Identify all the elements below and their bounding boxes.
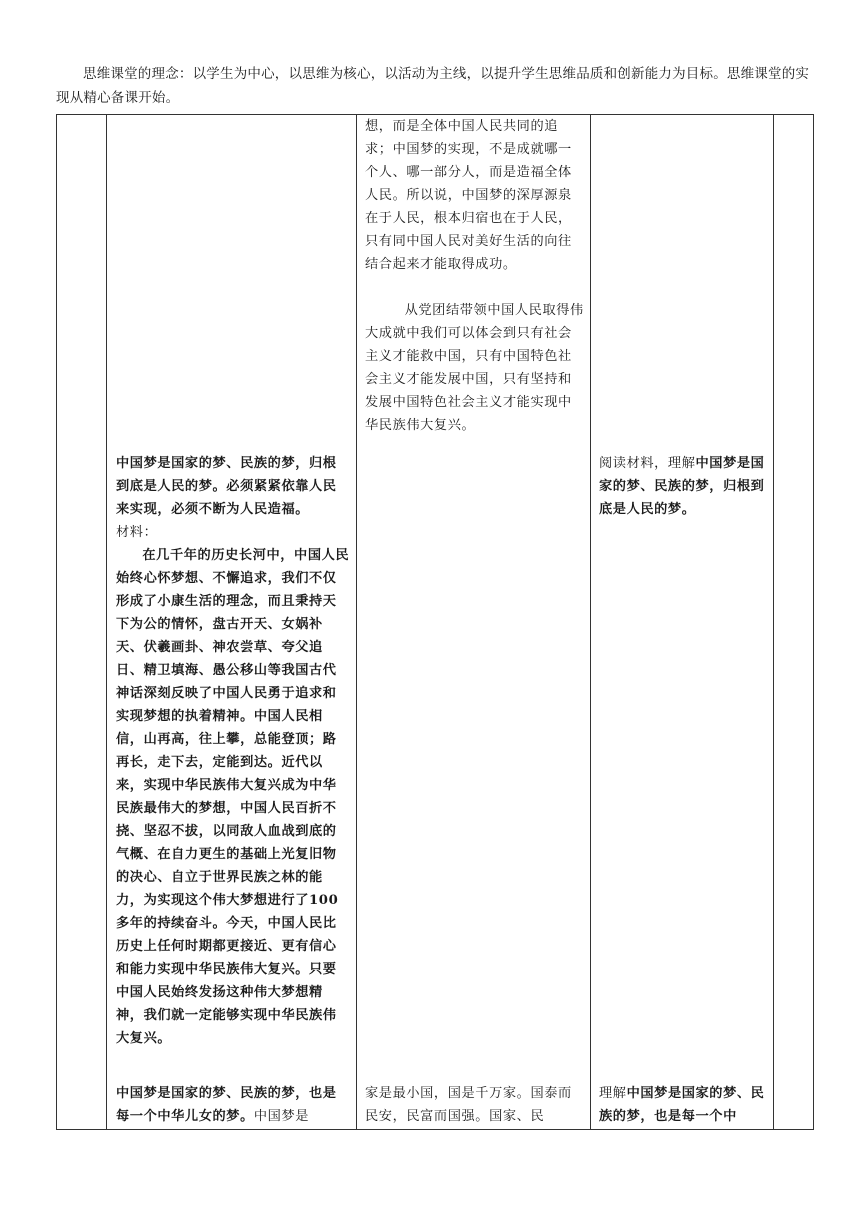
explanation-para-2: 从党团结带领中国人民取得伟大成就中我们可以体会到只有社会主义才能救中国，只有中国特色社会主义才能发展中国，只有坚持和发展中国特色社会主义才能实现中华民族伟大复兴。 xyxy=(365,303,584,433)
explanation-para-3: 家是最小国，国是千万家。国泰而民安，民富而国强。国家、民 xyxy=(365,1086,572,1124)
column-activity xyxy=(591,115,774,1130)
heading-rest-part: 中国梦是 xyxy=(253,1109,310,1124)
activity-2-bold: 中国梦是国家的梦、民族的梦，也是每一个中 xyxy=(599,1086,765,1124)
activity-2-prefix: 理解 xyxy=(599,1086,627,1101)
material-label: 材料： xyxy=(116,525,158,540)
activity-1-bold: 中国梦是国家的梦、民族的梦，归根到底是人民的梦。 xyxy=(599,456,765,517)
heading-chinese-dream-people: 中国梦是国家的梦、民族的梦，归根到底是人民的梦。必须紧紧依靠人民来实现，必须不断为人民造福。 xyxy=(116,456,337,517)
heading-bold-part: 中国梦是国家的梦、民族的梦，也是每一个中华儿女的梦。 xyxy=(116,1086,337,1124)
column-empty-right xyxy=(774,115,814,1130)
activity-1-prefix: 阅读材料，理解 xyxy=(599,456,696,471)
material-text: 在几千年的历史长河中，中国人民始终心怀梦想、不懈追求，我们不仅形成了小康生活的理念，而且秉持天下为公的情怀，盘古开天、女娲补天、伏羲画卦、神农尝草、夸父追日、精卫填海、愚公移山等我国古代神话深刻反映了中国人民勇于追求和实现梦想的执着精神。中国人民相信，山再高，往上攀，总能登顶；路再长，走下去，定能到达。近代以来，实现中华民族伟大复兴成为中华民族最伟大的梦想，中国人民百折不挠、坚忍不拔，以同敌人血战到底的气概、在自力更生的基础上光复旧物的决心、自立于世界民族之林的能力，为实现这个伟大梦想进行了100多年的持续奋斗。今天，中国人民比历史上任何时期都更接近、更有信心和能力实现中华民族伟大复兴。只要中国人民始终发扬这种伟大梦想精神，我们就一定能够实现中华民族伟大复兴。 xyxy=(116,548,350,1046)
explanation-para-1: 想，而是全体中国人民共同的追求；中国梦的实现，不是成就哪一个人、哪一部分人，而是造福全体人民。所以说，中国梦的深厚源泉在于人民，根本归宿也在于人民，只有同中国人民对美好生活的向往结合起来才能取得成功。 xyxy=(365,119,572,272)
column-empty-left xyxy=(57,115,107,1130)
heading-chinese-dream-everyone xyxy=(116,1082,350,1128)
header-paragraph: 思维课堂的理念：以学生为中心，以思维为核心，以活动为主线，以提升学生思维品质和创新能力为目标。思维课堂的实现从精心备课开始。 xyxy=(56,66,810,106)
column-explanation xyxy=(357,115,591,1130)
activity-para-2 xyxy=(599,1082,767,1128)
column-content xyxy=(107,115,357,1130)
lesson-plan-table xyxy=(56,114,814,1130)
activity-para-1 xyxy=(599,452,767,521)
